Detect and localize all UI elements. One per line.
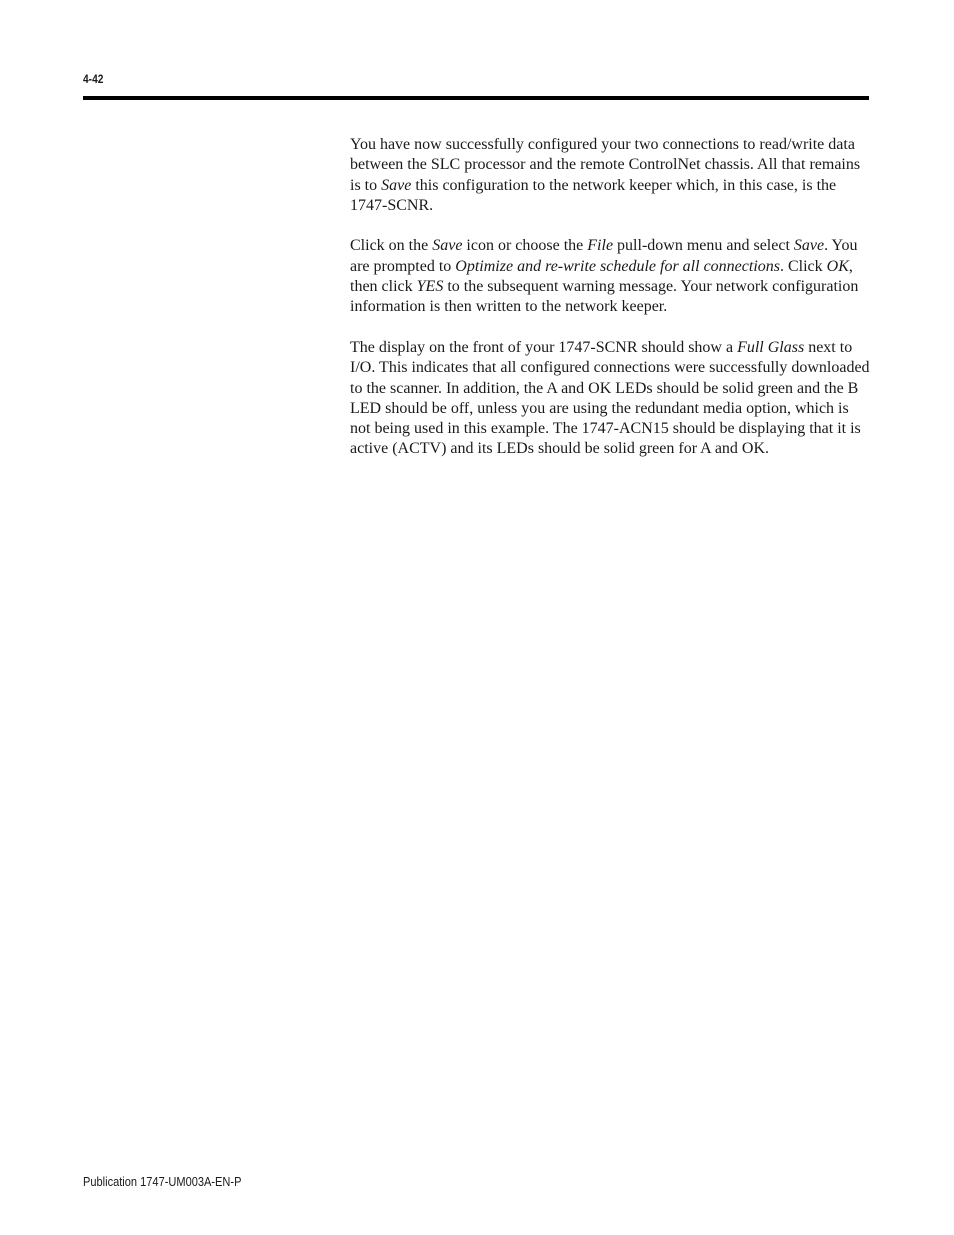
italic-term-file: File — [587, 237, 614, 255]
body-text — [350, 135, 870, 480]
italic-term-optimize: Optimize and re-write schedule for all connections — [455, 257, 780, 275]
footer-publication: Publication 1747-UM003A-EN-P — [83, 1174, 242, 1189]
paragraph-save-instructions — [350, 236, 870, 317]
text-run: to the subsequent warning message. Your network configuration information is then written to the network keeper. — [350, 278, 859, 316]
text-run: Click on the — [350, 237, 433, 255]
italic-term-save: Save — [381, 176, 412, 194]
text-run: . You are prompted to — [350, 237, 858, 275]
text-run: . Click — [779, 257, 827, 275]
page-number: 4-42 — [83, 72, 104, 86]
italic-term-full-glass: Full Glass — [737, 338, 805, 356]
italic-term-save-icon: Save — [432, 237, 463, 255]
paragraph-save-configuration — [350, 135, 870, 216]
italic-term-ok: OK — [826, 257, 849, 275]
text-run: this configuration to the network keeper which, in this case, is the 1747-SCNR. — [350, 176, 837, 214]
text-run: pull-down menu and select — [613, 237, 794, 255]
paragraph-display-status — [350, 338, 870, 460]
italic-term-yes: YES — [416, 278, 444, 296]
text-run: icon or choose the — [462, 237, 588, 255]
text-run: The display on the front of your 1747-SCNR should show a — [350, 338, 738, 356]
italic-term-save-menu: Save — [793, 237, 825, 255]
header-rule — [83, 96, 869, 100]
text-run: next to I/O. This indicates that all configured connections were successfully downloaded to the scanner. In addition, the A and OK LEDs should be solid green and the B LED should be off, unless you are using the redundant media option, which is not being used in this example. The 1747-ACN15 should be displaying that it is active (ACTV) and its LEDs should be solid green for A and OK. — [350, 338, 870, 458]
text-run: You have now successfully configured your two connections to read/write data between the SLC processor and the remote ControlNet chassis. All that remains is to — [350, 136, 861, 194]
text-run: , then click — [350, 257, 853, 296]
